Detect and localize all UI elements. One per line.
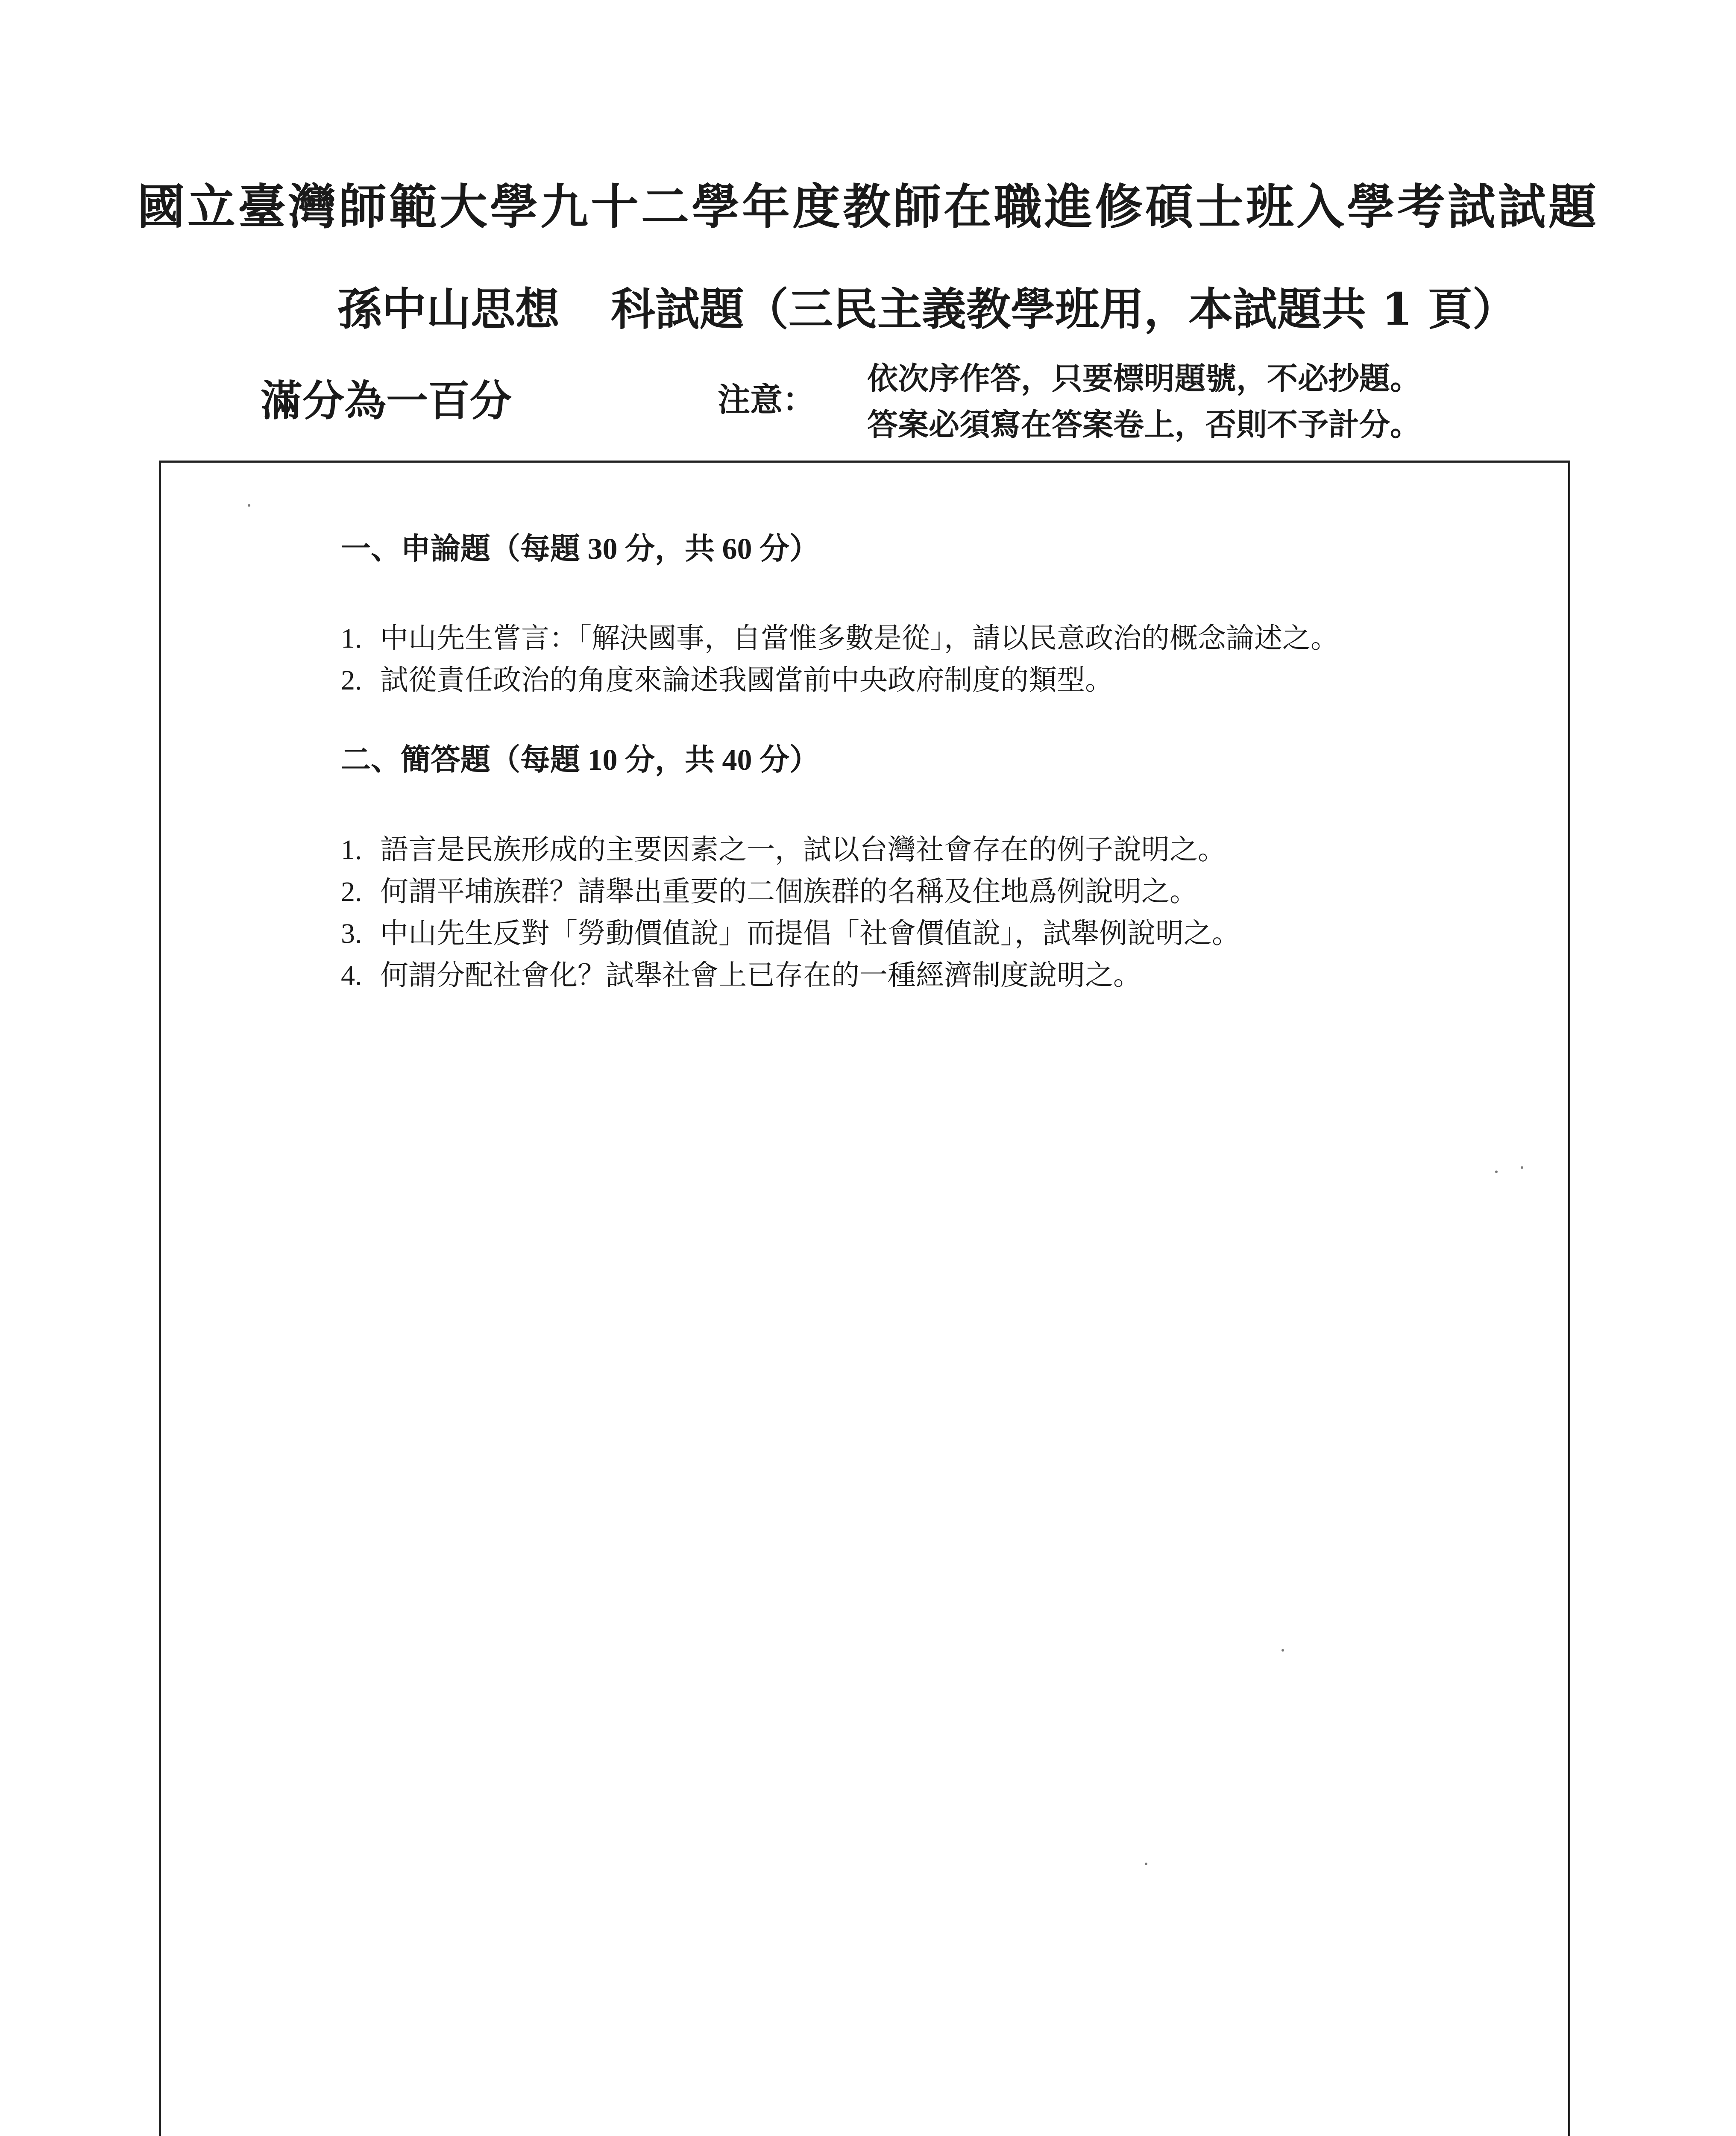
question-item bbox=[341, 868, 1198, 909]
question-text: 何謂分配社會化？試舉社會上已存在的一種經濟制度說明之。 bbox=[380, 960, 1141, 991]
full-score-label: 滿分為一百分 bbox=[261, 376, 512, 425]
exam-subtitle bbox=[337, 273, 1517, 337]
scan-speck bbox=[1521, 1166, 1523, 1169]
question-text: 中山先生反對「勞動價值說」而提倡「社會價值說」，試舉例說明之。 bbox=[380, 918, 1240, 949]
question-number: 2. bbox=[341, 876, 362, 907]
question-item bbox=[341, 910, 1240, 951]
question-item bbox=[341, 827, 1226, 867]
scan-speck bbox=[248, 504, 250, 507]
question-number: 1. bbox=[341, 623, 362, 654]
notice-label: 注意： bbox=[718, 381, 815, 419]
question-text: 語言是民族形成的主要因素之一，試以台灣社會存在的例子說明之。 bbox=[380, 834, 1226, 866]
scan-speck bbox=[1145, 1863, 1147, 1865]
scan-speck bbox=[1281, 1649, 1284, 1652]
question-text: 何謂平埔族群？請舉出重要的二個族群的名稱及住地爲例說明之。 bbox=[380, 876, 1198, 907]
notice-line: 依次序作答，只要標明題號，不必抄題。 bbox=[867, 360, 1421, 396]
question-number: 2. bbox=[341, 665, 362, 696]
question-item bbox=[341, 952, 1141, 993]
question-number: 1. bbox=[341, 834, 362, 866]
question-text: 中山先生嘗言：「解決國事，自當惟多數是從」，請以民意政治的概念論述之。 bbox=[380, 623, 1339, 654]
notice-line: 答案必須寫在答案卷上，否則不予計分。 bbox=[867, 406, 1421, 443]
section-heading-essay: 一、申論題（每題 30 分，共 60 分） bbox=[341, 533, 819, 566]
scan-speck bbox=[1495, 1171, 1498, 1173]
notice-instructions bbox=[867, 355, 1421, 448]
section-heading-short-answer: 二、簡答題（每題 10 分，共 40 分） bbox=[341, 744, 819, 777]
question-item bbox=[341, 657, 1113, 698]
question-text: 試從責任政治的角度來論述我國當前中央政府制度的類型。 bbox=[380, 665, 1113, 696]
subtitle-detail: 科試題（三民主義教學班用，本試題共 1 頁） bbox=[611, 283, 1517, 335]
subject-name: 孫中山思想 bbox=[337, 283, 560, 335]
question-number: 4. bbox=[341, 960, 362, 991]
question-number: 3. bbox=[341, 918, 362, 949]
question-frame bbox=[159, 461, 1570, 2136]
exam-title: 國立臺灣師範大學九十二學年度教師在職進修碩士班入學考試試題 bbox=[137, 179, 1599, 235]
question-item bbox=[341, 615, 1339, 656]
